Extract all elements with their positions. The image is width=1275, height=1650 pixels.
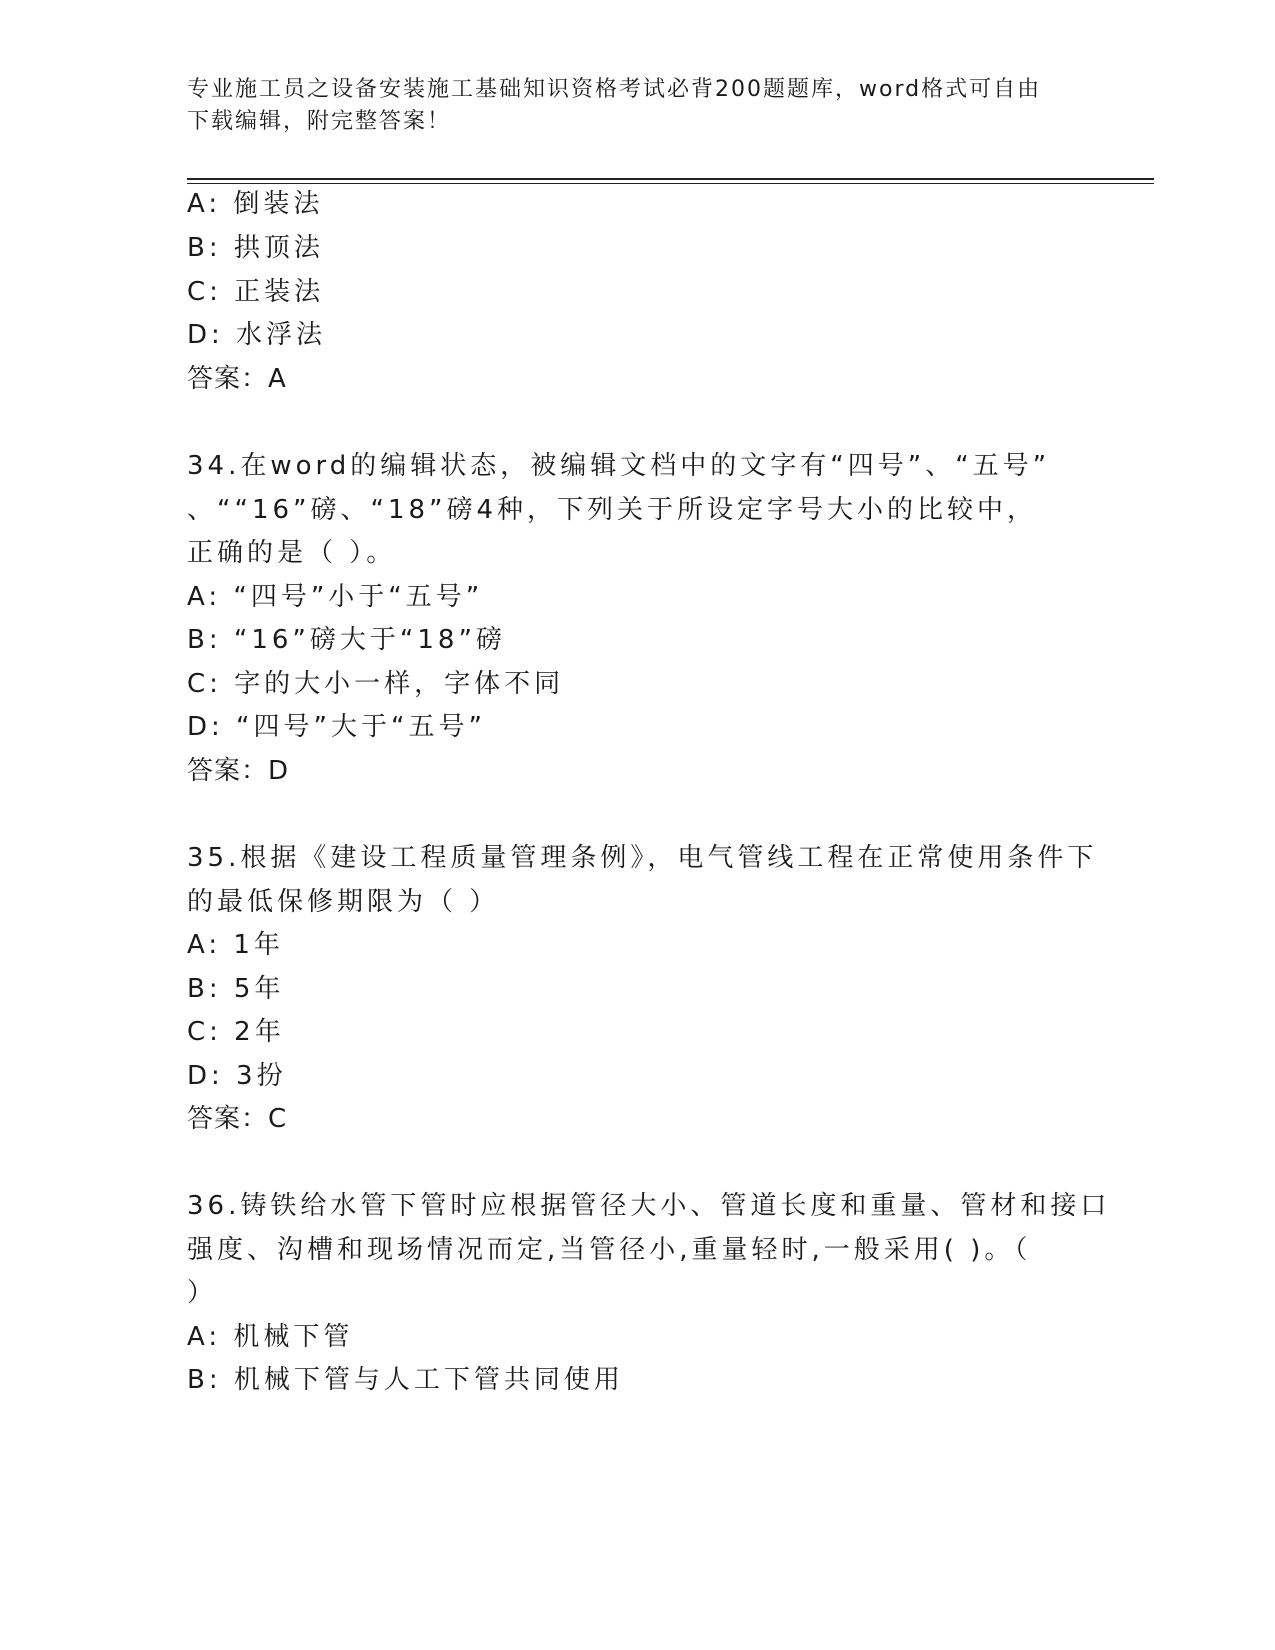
header-line-2: 下载编辑，附完整答案！ <box>187 109 452 134</box>
q35-option-c: C: 2年 <box>187 1017 285 1047</box>
q36-option-a: A: 机械下管 <box>187 1322 354 1352</box>
q35-option-a: A: 1年 <box>187 930 284 960</box>
q33-answer: 答案：A <box>187 364 287 394</box>
q34-option-b: B: “16”磅大于“18”磅 <box>187 625 506 655</box>
q33-option-c: C: 正装法 <box>187 277 325 307</box>
header-divider-thin <box>187 183 1154 184</box>
q36-stem-line-1: 36.铸铁给水管下管时应根据管径大小、管道长度和重量、管材和接口 <box>187 1191 1111 1221</box>
q33-option-a: A: 倒装法 <box>187 189 324 219</box>
q34-stem-line-2: 、““16”磅、“18”磅4种，下列关于所设定字号大小的比较中， <box>187 495 1038 525</box>
q35-option-d: D: 3扮 <box>187 1061 287 1091</box>
q34-stem-line-1: 34.在word的编辑状态，被编辑文档中的文字有“四号”、“五号” <box>187 451 1051 481</box>
q34-option-c: C: 字的大小一样，字体不同 <box>187 669 565 699</box>
q35-answer: 答案：C <box>187 1104 288 1134</box>
q33-option-d: D: 水浮法 <box>187 320 327 350</box>
q35-option-b: B: 5年 <box>187 974 285 1004</box>
q34-stem-line-3: 正确的是（ ）。 <box>187 538 397 568</box>
q36-stem-line-2: 强度、沟槽和现场情况而定,当管径小,重量轻时,一般采用( )。（ <box>187 1235 1032 1265</box>
q36-stem-line-3: ） <box>187 1278 218 1308</box>
header-divider <box>187 178 1154 180</box>
q34-option-d: D: “四号”大于“五号” <box>187 712 486 742</box>
q36-option-b: B: 机械下管与人工下管共同使用 <box>187 1365 624 1395</box>
header-line-1: 专业施工员之设备安装施工基础知识资格考试必背200题题库，word格式可自由 <box>187 77 1042 102</box>
q35-stem-line-2: 的最低保修期限为（ ） <box>187 887 500 917</box>
q34-answer: 答案：D <box>187 756 290 786</box>
document-header <box>187 74 1067 138</box>
q34-option-a: A: “四号”小于“五号” <box>187 582 484 612</box>
q35-stem-line-1: 35.根据《建设工程质量管理条例》，电气管线工程在正常使用条件下 <box>187 843 1098 873</box>
q33-option-b: B: 拱顶法 <box>187 233 324 263</box>
